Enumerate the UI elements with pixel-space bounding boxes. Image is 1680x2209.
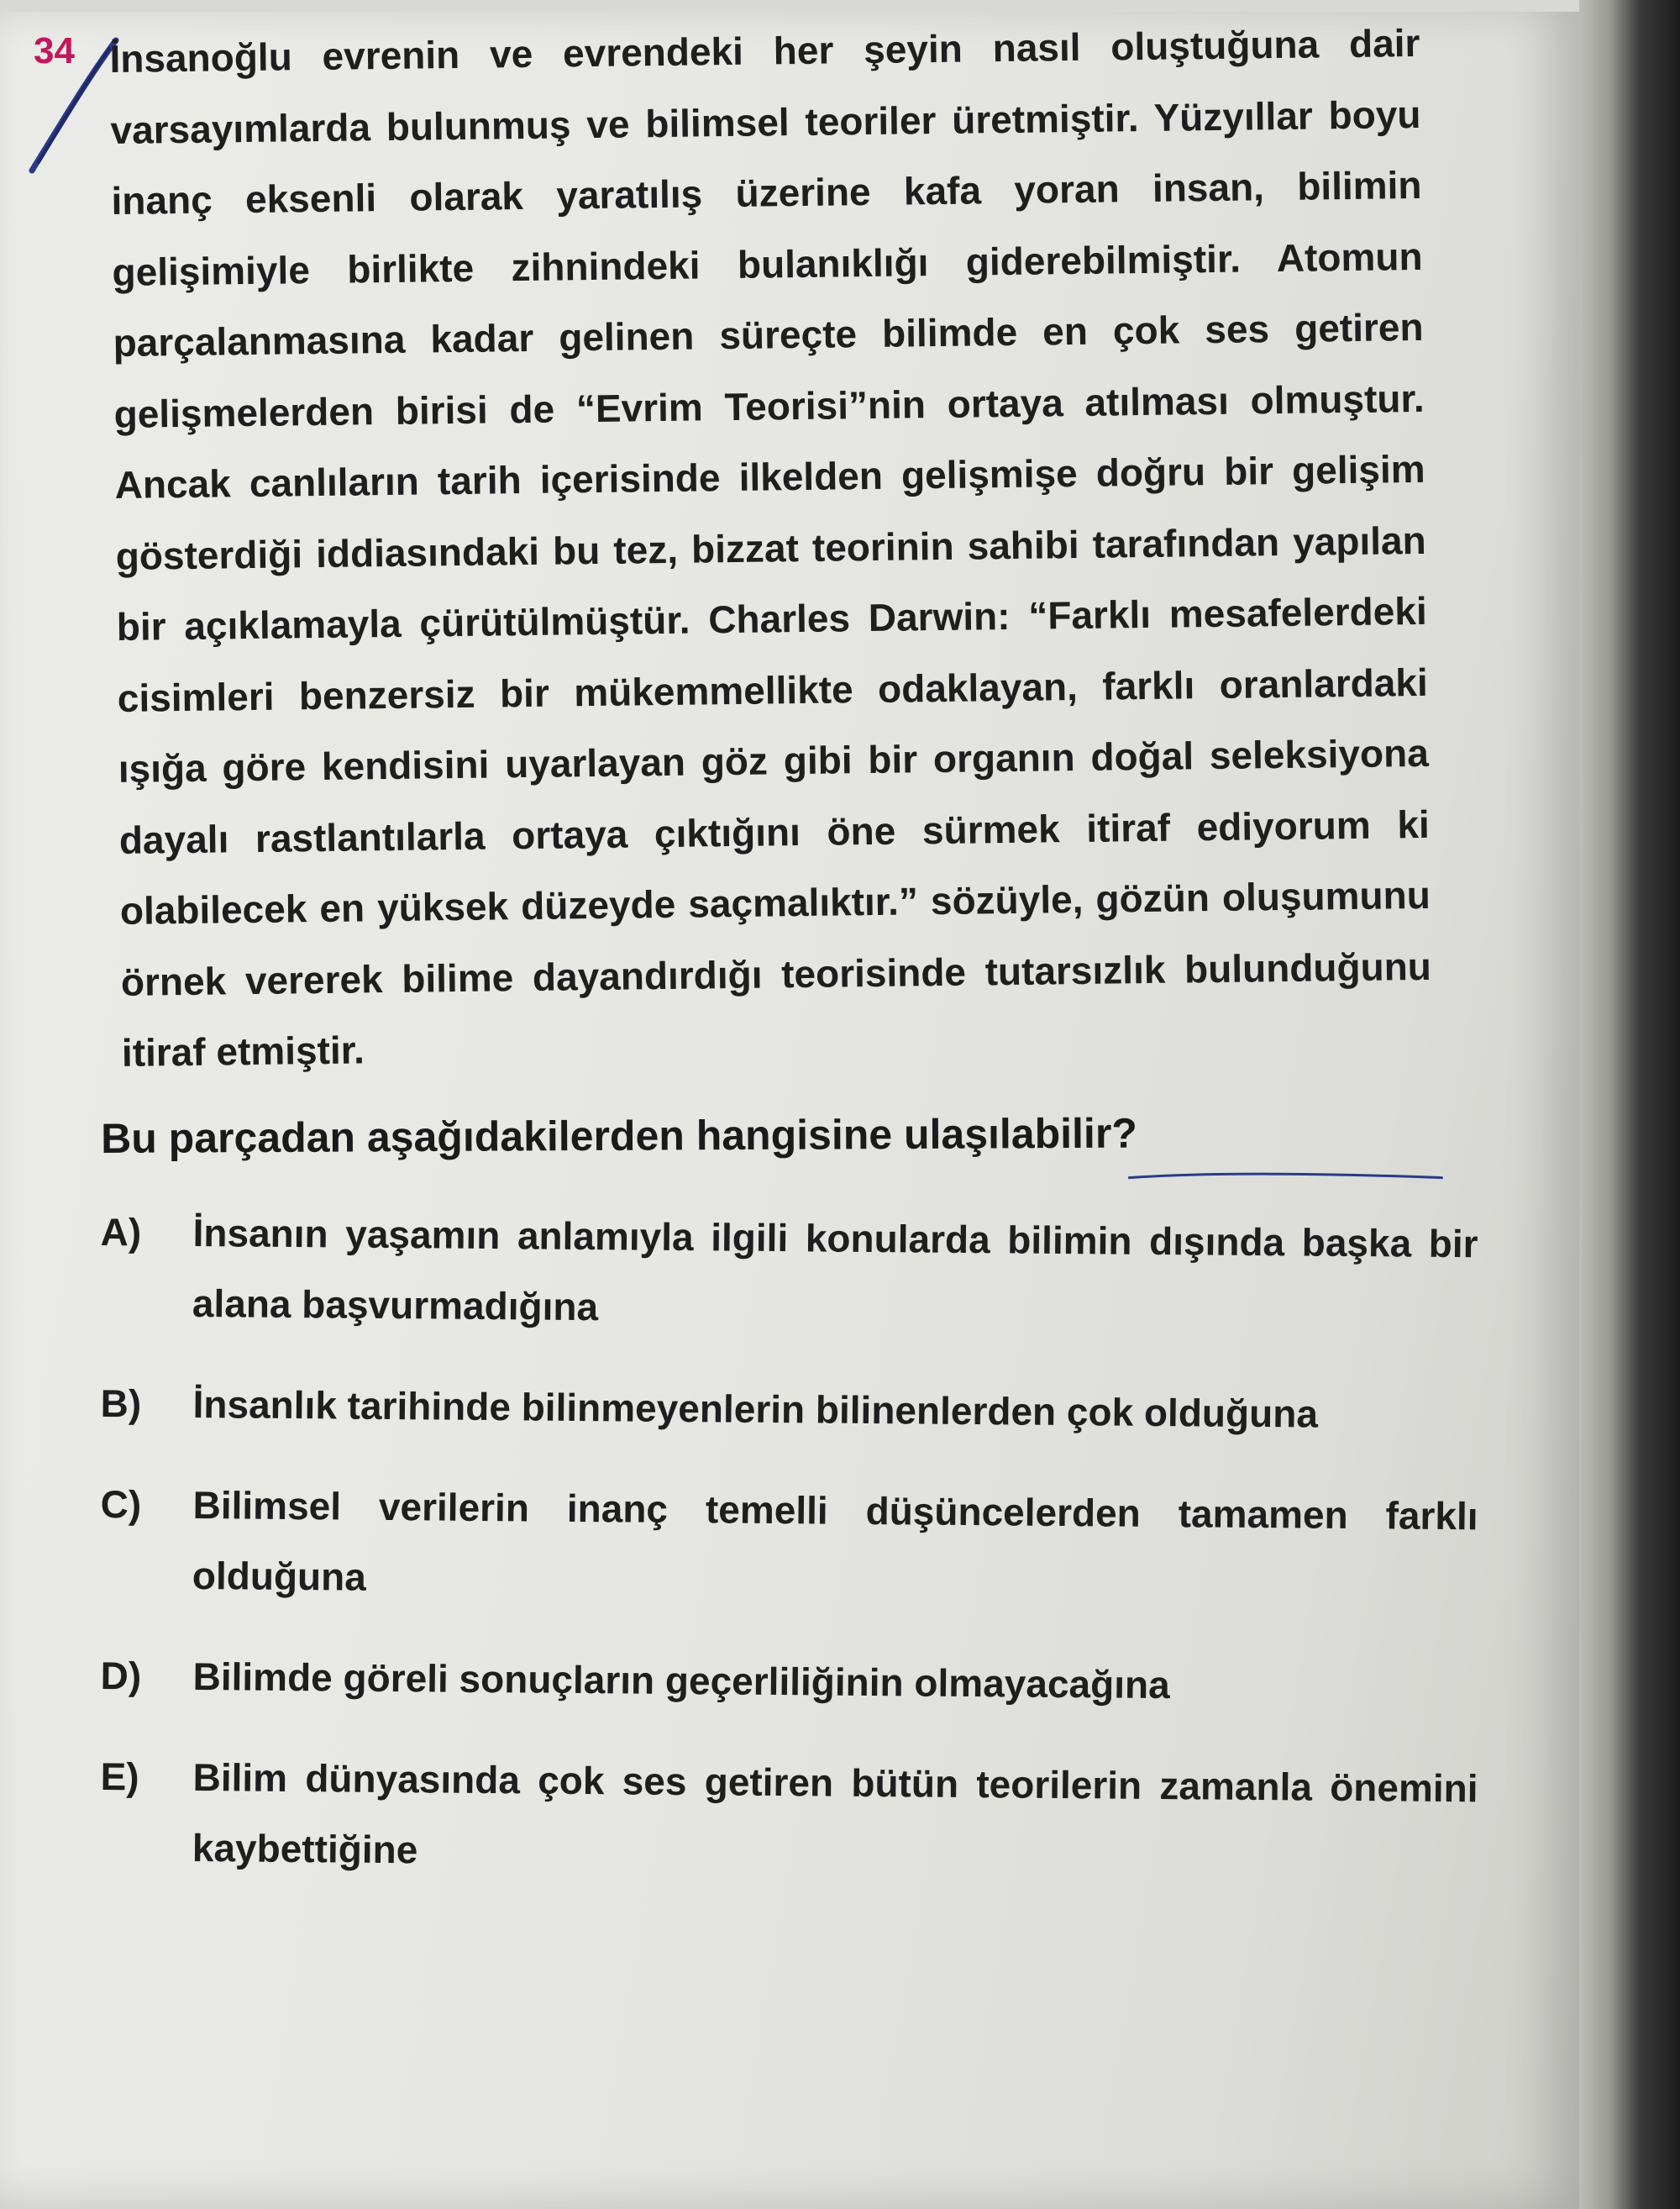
question-number: 34 xyxy=(34,30,75,71)
question-prompt-end: ? xyxy=(1111,1109,1138,1157)
pen-underline-mark xyxy=(1126,1165,1445,1184)
option-c[interactable] xyxy=(100,1469,1478,1622)
option-d-letter: D) xyxy=(100,1653,142,1697)
question-prompt xyxy=(101,1107,1462,1162)
option-d[interactable] xyxy=(100,1640,1478,1722)
option-c-text: Bilimsel verilerin inanç temelli düşüncelerden tamamen farklı olduğuna xyxy=(192,1482,1478,1599)
option-e-letter: E) xyxy=(100,1754,139,1798)
question-passage: İnsanoğlu evrenin ve evrendeki her şeyin nasıl oluştuğuna dair varsayımlarda bulunmuş ve bilimsel teoriler üretmiştir. Yüzyıllar boyu inanç eksenli olarak yaratılış üzerine kafa yoran insan, bilimin gelişimiyle birlikte zihnindeki bulanıklığı giderebilmiştir. Atomun parçalanmasına kadar gelinen süreçte bilimde en çok ses getiren gelişmelerden birisi de “Evrim Teorisi”nin ortaya atılması olmuştur. Ancak canlıların tarih içerisinde ilkelden gelişmişe doğru bir gelişim gösterdiği iddiasındaki bu tez, bizzat teorinin sahibi tarafından yapılan bir açıklamayla çürütülmüştür. Charles Darwin: “Farklı mesafelerdeki cisimleri benzersiz bir mükemmellikte odaklayan, farklı oranlardaki ışığa göre kendisini uyarlayan göz gibi bir organın doğal seleksiyona dayalı rastlantılarla ortaya çıktığını öne sürmek itiraf ediyorum ki olabilecek en yüksek düzeyde saçmalıktır.” sözüyle, gözün oluşumunu örnek vererek bilime dayandırdığı teorisinde tutarsızlık bulunduğunu itiraf etmiştir. xyxy=(109,20,1432,1075)
option-e[interactable] xyxy=(100,1741,1478,1894)
option-b-letter: B) xyxy=(100,1381,142,1425)
option-b[interactable] xyxy=(100,1368,1478,1450)
question-block xyxy=(34,20,1478,1912)
option-a[interactable] xyxy=(100,1197,1478,1349)
option-a-text: İnsanın yaşamın anlamıyla ilgili konularda bilimin dışında başka bir alana başvurmadığına xyxy=(192,1210,1478,1328)
option-d-text: Bilimde göreli sonuçların geçerliliğinin olmayacağına xyxy=(192,1654,1170,1707)
book-spine-shadow xyxy=(1579,0,1680,2209)
question-prompt-keyword: ulaşılabilir xyxy=(903,1109,1112,1158)
option-b-text: İnsanlık tarihinde bilinmeyenlerin bilinenlerden çok olduğuna xyxy=(192,1381,1319,1436)
question-prompt-start: Bu parçadan aşağıdakilerden hangisine xyxy=(101,1110,905,1162)
option-a-letter: A) xyxy=(100,1209,142,1254)
answer-options xyxy=(101,1197,1478,1882)
option-e-text: Bilim dünyasında çok ses getiren bütün teorilerin zamanla önemini kaybettiğine xyxy=(192,1754,1478,1871)
option-c-letter: C) xyxy=(100,1481,142,1526)
